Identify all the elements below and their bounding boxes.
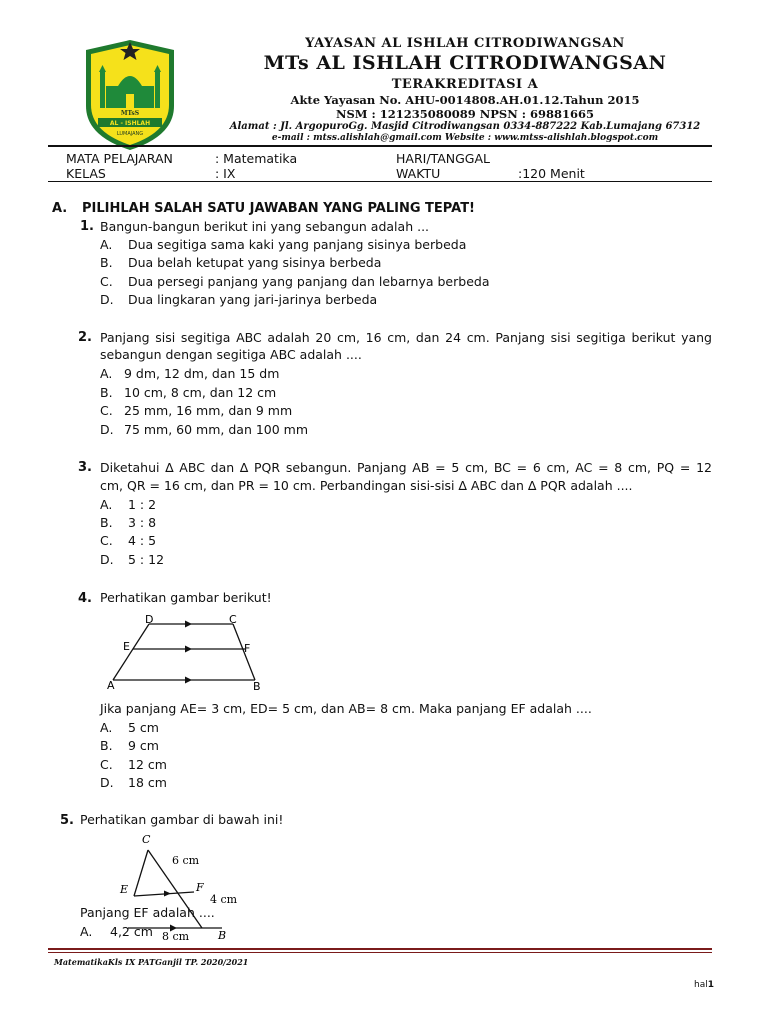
option-text: 10 cm, 8 cm, dan 12 cm (124, 385, 277, 400)
option-text: 5 : 12 (128, 552, 165, 567)
subject-label: MATA PELAJARAN (66, 151, 173, 166)
trapezoid-figure (105, 612, 265, 692)
page-number (694, 980, 714, 990)
figure-label-c: C (229, 613, 237, 626)
option-letter: D. (100, 292, 114, 307)
letterhead-address: Alamat : Jl. ArgopuroGg. Masjid Citrodiwangsan 0334-887222 Kab.Lumajang 67312 (229, 121, 701, 132)
option-letter: C. (100, 403, 113, 418)
figure-label-e: E (123, 640, 130, 653)
school-crest-icon (78, 36, 182, 154)
figure-label-d: D (145, 613, 154, 626)
logo-text-mid: AL - ISHLAH (109, 120, 151, 127)
question-text: Panjang sisi segitiga ABC adalah 20 cm, 16 cm, dan 24 cm. Panjang sisi segitiga berikut yang (100, 330, 712, 345)
letterhead-school-name: MTs AL ISHLAH CITRODIWANGSAN (263, 52, 667, 74)
page-number-value: 1 (707, 980, 714, 990)
logo-text-bottom: LUMAJANG (116, 131, 144, 137)
option-letter: D. (100, 422, 114, 437)
option-text: 18 cm (128, 775, 167, 790)
option-text: 4,2 cm (110, 924, 153, 939)
figure-label-f: F (244, 642, 251, 655)
class-value: : IX (215, 166, 236, 181)
footer-rule (48, 952, 712, 953)
figure-label-a: A (107, 679, 115, 692)
question-text: Perhatikan gambar di bawah ini! (80, 812, 284, 827)
option-letter: A. (100, 720, 113, 735)
option-text: 3 : 8 (128, 515, 157, 530)
option-letter: B. (100, 515, 113, 530)
option-letter: B. (100, 255, 113, 270)
figure-label-f: F (196, 881, 204, 894)
question-text: Bangun-bangun berikut ini yang sebangun adalah ... (100, 219, 430, 234)
option-text: 9 cm (128, 738, 159, 753)
info-rule (48, 181, 712, 182)
header-rule (48, 145, 712, 147)
question-text: cm, QR = 16 cm, dan PR = 10 cm. Perbandingan sisi-sisi ∆ ABC dan ∆ PQR adalah .... (100, 478, 633, 493)
option-letter: A. (100, 237, 113, 252)
option-text: 5 cm (128, 720, 159, 735)
question-number: 3. (78, 460, 92, 475)
parallel-arrow-icon (185, 646, 192, 653)
option-text: Dua lingkaran yang jari-jarinya berbeda (128, 292, 378, 307)
option-text: Dua segitiga sama kaki yang panjang sisinya berbeda (128, 237, 467, 252)
option-text: 75 mm, 60 mm, dan 100 mm (124, 422, 309, 437)
figure-label-ab: 8 cm (162, 930, 190, 942)
option-letter: D. (100, 775, 114, 790)
day-label: HARI/TANGGAL (396, 151, 490, 166)
letterhead-akte: Akte Yayasan No. AHU-0014808.AH.01.12.Tahun 2015 (290, 93, 640, 107)
option-text: 4 : 5 (128, 533, 157, 548)
option-letter: C. (100, 757, 113, 772)
option-text: 9 dm, 12 dm, dan 15 dm (124, 366, 280, 381)
option-text: 1 : 2 (128, 497, 157, 512)
option-letter: A. (100, 366, 113, 381)
parallel-arrow-icon (164, 891, 171, 897)
question-number: 1. (80, 219, 94, 234)
section-title: PILIHLAH SALAH SATU JAWABAN YANG PALING TEPAT! (82, 201, 475, 216)
footer-text: MatematikaKls IX PATGanjil TP. 2020/2021 (54, 957, 249, 967)
class-label: KELAS (66, 166, 106, 181)
question-number: 5. (60, 813, 74, 828)
time-value: :120 Menit (518, 166, 585, 181)
page-prefix: hal (694, 980, 708, 990)
question-text: Perhatikan gambar berikut! (100, 590, 272, 605)
option-letter: B. (100, 385, 113, 400)
question-text: Diketahui ∆ ABC dan ∆ PQR sebangun. Panjang AB = 5 cm, BC = 6 cm, AC = 8 cm, PQ = 12 (100, 460, 712, 475)
question-text: Jika panjang AE= 3 cm, ED= 5 cm, dan AB= 8 cm. Maka panjang EF adalah .... (100, 701, 592, 716)
question-number: 2. (78, 330, 92, 345)
letterhead-accreditation: TERAKREDITASI A (391, 77, 539, 92)
letterhead-contact: e-mail : mtss.alishlah@gmail.com Website : www.mtss-alishlah.blogspot.com (271, 133, 659, 143)
question-text: sebangun dengan segitiga ABC adalah .... (100, 347, 362, 362)
parallel-arrow-icon (185, 677, 192, 684)
parallel-arrow-icon (185, 621, 192, 628)
section-letter: A. (52, 201, 68, 216)
option-text: Dua persegi panjang yang panjang dan lebarnya berbeda (128, 274, 490, 289)
figure-label-b: B (253, 680, 261, 692)
option-text: 12 cm (128, 757, 167, 772)
option-letter: A. (100, 497, 113, 512)
figure-label-cf: 6 cm (172, 854, 200, 867)
time-label: WAKTU (396, 166, 441, 181)
question-text: Panjang EF adalah .... (80, 905, 215, 920)
option-letter: D. (100, 552, 114, 567)
footer-rule (48, 948, 712, 950)
question-number: 4. (78, 591, 92, 606)
logo-text-top: MTsS (120, 110, 140, 117)
option-letter: C. (100, 274, 113, 289)
option-text: 25 mm, 16 mm, dan 9 mm (124, 403, 293, 418)
letterhead-nsm-npsn: NSM : 121235080089 NPSN : 69881665 (335, 107, 595, 121)
figure-label-e: E (120, 883, 129, 896)
figure-label-c: C (142, 833, 151, 846)
figure-label-b: B (218, 929, 227, 942)
option-letter: B. (100, 738, 113, 753)
letterhead-foundation: YAYASAN AL ISHLAH CITRODIWANGSAN (305, 36, 625, 51)
subject-value: : Matematika (215, 151, 298, 166)
figure-label-fb: 4 cm (210, 893, 238, 906)
option-letter: C. (100, 533, 113, 548)
option-text: Dua belah ketupat yang sisinya berbeda (128, 255, 382, 270)
option-letter: A. (80, 924, 93, 939)
